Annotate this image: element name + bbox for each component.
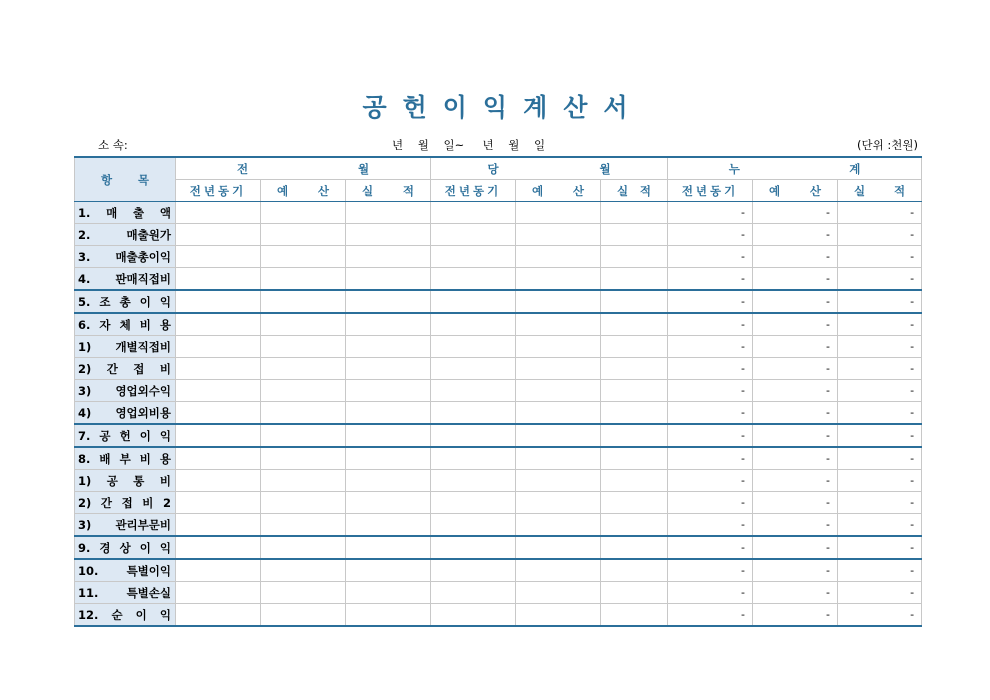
value-cell[interactable] — [176, 514, 261, 537]
value-cell[interactable] — [601, 313, 668, 336]
value-cell[interactable] — [261, 536, 346, 559]
value-cell[interactable] — [431, 268, 516, 291]
table-row — [75, 290, 922, 313]
value-cell[interactable] — [516, 290, 601, 313]
value-cell[interactable] — [346, 604, 431, 627]
value-cell[interactable] — [516, 336, 601, 358]
value-cell[interactable] — [261, 336, 346, 358]
table-row — [75, 492, 922, 514]
value-cell[interactable]: - — [753, 290, 838, 313]
header-actual: 실 적 — [346, 180, 431, 202]
group-header-current-month: 당 월 — [431, 157, 668, 180]
value-cell[interactable] — [261, 268, 346, 291]
value-cell[interactable]: - — [838, 336, 922, 358]
value-cell[interactable] — [431, 559, 516, 582]
value-cell[interactable]: - — [838, 604, 922, 627]
row-label: 8. 배 부 비 용 — [75, 447, 176, 470]
value-cell[interactable] — [601, 336, 668, 358]
value-cell[interactable] — [516, 246, 601, 268]
value-cell[interactable]: - — [668, 358, 753, 380]
value-cell[interactable]: - — [753, 424, 838, 447]
value-cell[interactable] — [516, 492, 601, 514]
value-cell[interactable] — [176, 470, 261, 492]
value-cell[interactable]: - — [838, 224, 922, 246]
value-cell[interactable]: - — [838, 380, 922, 402]
table-row — [75, 268, 922, 291]
value-cell[interactable] — [346, 559, 431, 582]
value-cell[interactable] — [261, 313, 346, 336]
row-label: 2. 매출원가 — [75, 224, 176, 246]
title-char: 공 — [362, 93, 387, 122]
value-cell[interactable] — [261, 224, 346, 246]
value-cell[interactable]: - — [668, 336, 753, 358]
value-cell[interactable]: - — [753, 202, 838, 224]
value-cell[interactable] — [346, 380, 431, 402]
table-row — [75, 202, 922, 224]
value-cell[interactable] — [346, 582, 431, 604]
value-cell[interactable] — [346, 268, 431, 291]
value-cell[interactable] — [601, 604, 668, 627]
value-cell[interactable] — [431, 290, 516, 313]
value-cell[interactable]: - — [668, 514, 753, 537]
value-cell[interactable]: - — [668, 447, 753, 470]
table-row — [75, 604, 922, 627]
header-row-subcolumns — [75, 180, 922, 202]
value-cell[interactable] — [176, 402, 261, 425]
value-cell[interactable] — [261, 447, 346, 470]
table-row — [75, 380, 922, 402]
header-prior-year-same-period: 전년동기 — [176, 180, 261, 202]
value-cell[interactable]: - — [753, 514, 838, 537]
value-cell[interactable] — [516, 268, 601, 291]
row-label: 3) 관리부문비 — [75, 514, 176, 537]
value-cell[interactable]: - — [668, 290, 753, 313]
table-row — [75, 224, 922, 246]
table-row — [75, 582, 922, 604]
value-cell[interactable] — [516, 424, 601, 447]
value-cell[interactable]: - — [668, 202, 753, 224]
value-cell[interactable] — [431, 358, 516, 380]
value-cell[interactable] — [601, 582, 668, 604]
title-char: 계 — [523, 93, 548, 122]
table-row — [75, 424, 922, 447]
value-cell[interactable] — [176, 424, 261, 447]
value-cell[interactable] — [176, 224, 261, 246]
value-cell[interactable] — [261, 380, 346, 402]
value-cell[interactable] — [601, 514, 668, 537]
value-cell[interactable] — [431, 313, 516, 336]
header-row-groups — [75, 157, 922, 180]
value-cell[interactable]: - — [668, 268, 753, 291]
value-cell[interactable]: - — [838, 514, 922, 537]
row-label: 4. 판매직접비 — [75, 268, 176, 291]
value-cell[interactable]: - — [838, 470, 922, 492]
value-cell[interactable]: - — [668, 604, 753, 627]
value-cell[interactable]: - — [838, 313, 922, 336]
value-cell[interactable] — [601, 536, 668, 559]
value-cell[interactable] — [261, 358, 346, 380]
value-cell[interactable] — [346, 470, 431, 492]
row-label: 10. 특별이익 — [75, 559, 176, 582]
table-row — [75, 536, 922, 559]
unit-label: (단위 :천원) — [857, 138, 918, 152]
title-char: 서 — [603, 93, 628, 122]
value-cell[interactable]: - — [753, 604, 838, 627]
group-header-prev-month: 전 월 — [176, 157, 431, 180]
value-cell[interactable] — [176, 268, 261, 291]
value-cell[interactable]: - — [838, 402, 922, 425]
value-cell[interactable] — [516, 202, 601, 224]
value-cell[interactable] — [261, 582, 346, 604]
value-cell[interactable] — [601, 202, 668, 224]
value-cell[interactable] — [516, 224, 601, 246]
value-cell[interactable] — [261, 604, 346, 627]
row-label: 6. 자 체 비 용 — [75, 313, 176, 336]
value-cell[interactable]: - — [668, 559, 753, 582]
value-cell[interactable] — [431, 582, 516, 604]
value-cell[interactable] — [601, 268, 668, 291]
table-row — [75, 313, 922, 336]
row-label: 11. 특별손실 — [75, 582, 176, 604]
value-cell[interactable] — [346, 224, 431, 246]
value-cell[interactable] — [176, 447, 261, 470]
affiliation-label: 소 속: — [98, 138, 128, 152]
value-cell[interactable] — [601, 424, 668, 447]
value-cell[interactable]: - — [753, 536, 838, 559]
value-cell[interactable] — [346, 246, 431, 268]
value-cell[interactable] — [261, 202, 346, 224]
value-cell[interactable] — [431, 402, 516, 425]
row-label: 4) 영업외비용 — [75, 402, 176, 425]
value-cell[interactable]: - — [668, 313, 753, 336]
row-label: 9. 경 상 이 익 — [75, 536, 176, 559]
contribution-profit-table — [74, 156, 922, 627]
item-header: 항 목 — [75, 157, 176, 202]
row-label: 12. 순 이 익 — [75, 604, 176, 627]
value-cell[interactable] — [346, 492, 431, 514]
value-cell[interactable] — [601, 470, 668, 492]
value-cell[interactable]: - — [838, 582, 922, 604]
value-cell[interactable] — [431, 514, 516, 537]
value-cell[interactable]: - — [838, 246, 922, 268]
value-cell[interactable] — [431, 224, 516, 246]
value-cell[interactable] — [176, 536, 261, 559]
value-cell[interactable]: - — [668, 402, 753, 425]
value-cell[interactable]: - — [668, 492, 753, 514]
value-cell[interactable] — [431, 424, 516, 447]
value-cell[interactable]: - — [753, 358, 838, 380]
value-cell[interactable] — [601, 246, 668, 268]
value-cell[interactable] — [346, 402, 431, 425]
value-cell[interactable]: - — [753, 268, 838, 291]
row-label: 3) 영업외수익 — [75, 380, 176, 402]
value-cell[interactable] — [261, 290, 346, 313]
value-cell[interactable] — [261, 470, 346, 492]
value-cell[interactable]: - — [668, 536, 753, 559]
group-header-cumulative: 누 계 — [668, 157, 922, 180]
value-cell[interactable]: - — [753, 470, 838, 492]
value-cell[interactable] — [346, 313, 431, 336]
value-cell[interactable]: - — [753, 582, 838, 604]
value-cell[interactable]: - — [753, 313, 838, 336]
value-cell[interactable] — [346, 424, 431, 447]
value-cell[interactable] — [176, 604, 261, 627]
value-cell[interactable] — [516, 604, 601, 627]
title-char: 이 — [442, 93, 467, 122]
value-cell[interactable] — [176, 313, 261, 336]
title-char: 익 — [482, 93, 508, 122]
period-label: 년 월 일~ 년 월 일 — [392, 138, 546, 152]
table-row — [75, 514, 922, 537]
value-cell[interactable] — [601, 224, 668, 246]
value-cell[interactable] — [261, 246, 346, 268]
value-cell[interactable] — [601, 492, 668, 514]
page-title — [0, 88, 990, 124]
table-row — [75, 447, 922, 470]
row-label: 1. 매 출 액 — [75, 202, 176, 224]
value-cell[interactable] — [601, 358, 668, 380]
value-cell[interactable] — [516, 582, 601, 604]
value-cell[interactable] — [346, 202, 431, 224]
header-budget: 예 산 — [261, 180, 346, 202]
value-cell[interactable]: - — [838, 268, 922, 291]
value-cell[interactable]: - — [753, 380, 838, 402]
value-cell[interactable] — [346, 514, 431, 537]
value-cell[interactable] — [346, 336, 431, 358]
value-cell[interactable] — [431, 246, 516, 268]
value-cell[interactable] — [346, 536, 431, 559]
value-cell[interactable] — [261, 559, 346, 582]
value-cell[interactable] — [431, 604, 516, 627]
value-cell[interactable]: - — [753, 402, 838, 425]
value-cell[interactable] — [516, 559, 601, 582]
table-row — [75, 358, 922, 380]
row-label: 5. 조 총 이 익 — [75, 290, 176, 313]
value-cell[interactable] — [261, 402, 346, 425]
value-cell[interactable]: - — [668, 470, 753, 492]
value-cell[interactable] — [176, 246, 261, 268]
header-actual: 실 적 — [601, 180, 668, 202]
row-label: 7. 공 헌 이 익 — [75, 424, 176, 447]
value-cell[interactable] — [261, 492, 346, 514]
table-row — [75, 402, 922, 425]
title-char: 헌 — [402, 93, 427, 122]
value-cell[interactable] — [431, 380, 516, 402]
table-row — [75, 559, 922, 582]
row-label: 1) 개별직접비 — [75, 336, 176, 358]
value-cell[interactable]: - — [668, 380, 753, 402]
value-cell[interactable] — [176, 202, 261, 224]
value-cell[interactable] — [601, 290, 668, 313]
header-budget: 예 산 — [516, 180, 601, 202]
value-cell[interactable]: - — [668, 582, 753, 604]
value-cell[interactable] — [176, 559, 261, 582]
value-cell[interactable] — [431, 447, 516, 470]
value-cell[interactable] — [176, 380, 261, 402]
value-cell[interactable] — [431, 470, 516, 492]
value-cell[interactable] — [516, 358, 601, 380]
value-cell[interactable] — [516, 470, 601, 492]
value-cell[interactable] — [261, 514, 346, 537]
value-cell[interactable] — [516, 402, 601, 425]
value-cell[interactable] — [176, 582, 261, 604]
value-cell[interactable]: - — [838, 559, 922, 582]
value-cell[interactable]: - — [668, 246, 753, 268]
value-cell[interactable] — [176, 290, 261, 313]
table-row — [75, 246, 922, 268]
value-cell[interactable]: - — [838, 424, 922, 447]
header-budget: 예 산 — [753, 180, 838, 202]
value-cell[interactable] — [516, 380, 601, 402]
header-prior-year-same-period: 전년동기 — [668, 180, 753, 202]
value-cell[interactable] — [176, 358, 261, 380]
value-cell[interactable]: - — [838, 202, 922, 224]
value-cell[interactable]: - — [838, 358, 922, 380]
value-cell[interactable]: - — [668, 424, 753, 447]
value-cell[interactable]: - — [838, 447, 922, 470]
value-cell[interactable] — [516, 447, 601, 470]
value-cell[interactable] — [431, 336, 516, 358]
value-cell[interactable]: - — [753, 492, 838, 514]
value-cell[interactable]: - — [668, 224, 753, 246]
title-char: 산 — [563, 93, 588, 122]
table-row — [75, 336, 922, 358]
row-label: 2) 간 접 비 — [75, 358, 176, 380]
value-cell[interactable]: - — [753, 447, 838, 470]
row-label: 2) 간 접 비 2 — [75, 492, 176, 514]
value-cell[interactable] — [346, 447, 431, 470]
value-cell[interactable] — [516, 536, 601, 559]
row-label: 1) 공 통 비 — [75, 470, 176, 492]
value-cell[interactable]: - — [838, 536, 922, 559]
value-cell[interactable]: - — [753, 224, 838, 246]
value-cell[interactable] — [601, 380, 668, 402]
value-cell[interactable] — [346, 290, 431, 313]
value-cell[interactable] — [431, 202, 516, 224]
value-cell[interactable] — [431, 536, 516, 559]
value-cell[interactable] — [516, 514, 601, 537]
value-cell[interactable] — [601, 559, 668, 582]
value-cell[interactable]: - — [753, 336, 838, 358]
table-row — [75, 470, 922, 492]
value-cell[interactable]: - — [838, 290, 922, 313]
value-cell[interactable] — [601, 402, 668, 425]
value-cell[interactable] — [261, 424, 346, 447]
value-cell[interactable]: - — [753, 246, 838, 268]
value-cell[interactable]: - — [838, 492, 922, 514]
value-cell[interactable] — [431, 492, 516, 514]
value-cell[interactable] — [176, 336, 261, 358]
value-cell[interactable]: - — [753, 559, 838, 582]
header-actual: 실 적 — [838, 180, 922, 202]
header-prior-year-same-period: 전년동기 — [431, 180, 516, 202]
value-cell[interactable] — [176, 492, 261, 514]
value-cell[interactable] — [601, 447, 668, 470]
row-label: 3. 매출총이익 — [75, 246, 176, 268]
value-cell[interactable] — [516, 313, 601, 336]
value-cell[interactable] — [346, 358, 431, 380]
